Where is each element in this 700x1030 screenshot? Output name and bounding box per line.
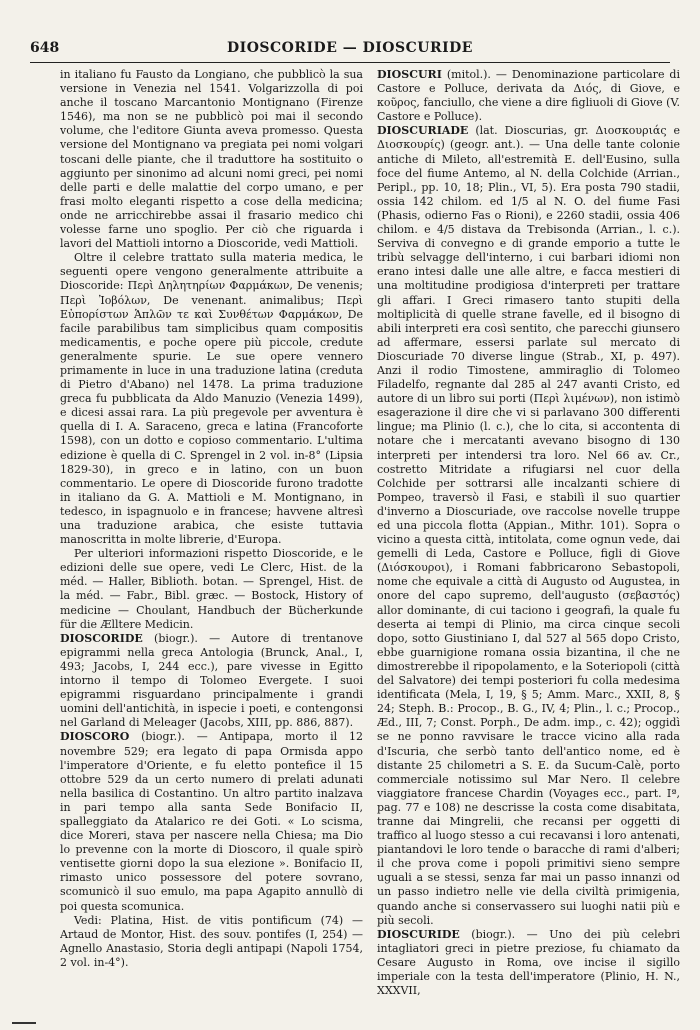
paragraph: Oltre il celebre trattato sulla materia medica, le seguenti opere vengono generalmente attribuite a Dioscoride: Περὶ Δηλητηρίων Φαρμάκων, De venenis; Περὶ Ἰοβόλων, De venenant. animalibus; Περὶ Εὐπορίστων Ἁπλῶν τε καὶ Συνθέτων Φαρμάκων, De facile parabilibus tam simplicibus quam compositis medicamentis, e poche opere più piccole, credute generalmente spurie. Le sue opere vennero primamente in luce in una traduzione latina (creduta di Pietro d'Abano) nel 1478. La prima traduzione greca fu pubblicata da Aldo Manuzio (Venezia 1499), e dicesi assai rara. La più pregevole per avventura è quella di I. A. Saraceno, greca e latina (Francoforte 1598), con un dotto e copioso commentario. L'ultima edizione è quella di C. Sprengel in 2 vol. in-8° (Lipsia 1829-30), in greco e in latino, con un buon commentario. Le opere di Dioscoride furono tradotte in italiano da G. A. Mattioli e M. Montignano, in tedesco, in ispagnuolo e in francese; havvene altresì una traduzione arabica, che esiste tuttavia manoscritta in molte librerie, d'Europa.	[60, 251, 363, 547]
dictionary-entry	[60, 730, 363, 913]
text-columns	[60, 68, 680, 1008]
paragraph: Per ulteriori informazioni rispetto Dioscoride, e le edizioni delle sue opere, vedi Le Clerc, Hist. de la méd. — Haller, Biblioth. botan. — Sprengel, Hist. de la méd. — Fabr., Bibl. græc. — Bostock, History of medicine — Choulant, Handbuch der Bücherkunde für die Ælltere Medicin.	[60, 547, 363, 631]
dictionary-entry	[377, 68, 680, 124]
entry-headword: DIOSCURI	[377, 68, 442, 81]
entry-headword: DIOSCORO	[60, 730, 130, 744]
entry-body: (biogr.). — Antipapa, morto il 12 novembre 529; era legato di papa Ormisda appo l'imperatore d'Oriente, e fu eletto pontefice il 15 ottobre 529 da un certo numero di prelati adunati nella basilica di Costantino. Un altro partito inalzava in pari tempo alla santa Sede Bonifacio II, spalleggiato da Atalarico re dei Goti. « Lo scisma, dice Moreri, stava per nascere nella Chiesa; ma Dio lo prevenne con la morte di Dioscoro, il quale spirò ventisette giorni dopo la sua elezione ». Bonifacio II, rimasto unico possessore del potere sovrano, scomunicò il suo emulo, ma papa Agapito annullò di poi questa scomunica.	[60, 730, 363, 913]
entry-headword: DIOSCURIDE	[377, 927, 460, 941]
paragraph: Vedi: Platina, Hist. de vitis pontificum (74) — Artaud de Montor, Hist. des souv. pontifes (I, 254) — Agnello Anastasio, Storia degli antipapi (Napoli 1754, 2 vol. in-4°).	[60, 913, 363, 969]
running-head: DIOSCORIDE — DIOSCURIDE	[227, 40, 473, 56]
entry-body: (mitol.). — Denominazione particolare di Castore e Polluce, derivata da Διός, di Giove, e κοῦρος, fanciullo, che viene a dire figliuoli di Giove (V. Castore e Polluce).	[377, 68, 680, 124]
page-header	[30, 40, 670, 62]
margin-mark	[12, 1022, 36, 1024]
entry-headword: DIOSCORIDE	[60, 631, 143, 645]
entry-body: (biogr.). — Uno dei più celebri intagliatori greci in pietre preziose, fu chiamato da Cesare Augusto in Roma, ove incise il sigillo imperiale con la testa dell'imperatore (Plinio, H. N., XXXVII,	[377, 927, 680, 998]
dictionary-entry	[377, 124, 680, 927]
dictionary-entry	[60, 632, 363, 731]
right-column	[377, 68, 680, 1008]
dictionary-entry	[377, 928, 680, 998]
paragraph: in italiano fu Fausto da Longiano, che pubblicò la sua versione in Venezia nel 1541. Volgarizzolla di poi anche il toscano Marcantonio Montignano (Firenze 1546), ma non se ne pubblicò poi mai il secondo volume, che l'editore Giunta aveva promesso. Questa versione del Montignano va pregiata pei nomi volgari toscani delle piante, che il traduttore ha sostituito o aggiunto per sinonimo ad alcuni nomi greci, pei nomi delle parti e delle malattie del corpo umano, e per frasi molto eleganti rispetto a cose della medicina; onde ne arricchirebbe assai il frasario medico chi volesse farne uno spoglio. Per ciò che riguarda i lavori del Mattioli intorno a Dioscoride, vedi Mattioli.	[60, 68, 363, 251]
left-column	[60, 68, 363, 1008]
page-number: 648	[30, 40, 60, 56]
entry-body: (lat. Dioscurias, gr. Διοσκουριάς e Διοσκουρίς) (geogr. ant.). — Una delle tante colonie antiche di Mileto, all'estremità E. dell'Eusino, sulla foce del fiume Antemo, al N. della Colchide (Arrian., Peripl., pp. 10, 18; Plin., VI, 5). Era posta 790 stadii, ossia 142 chilom. ed 1/5 al N. O. del fiume Fasi (Phasis, odierno Fas o Rioni), e 2260 stadii, ossia 406 chilom. e 4/5 distava da Trebisonda (Arrian., l. c.). Serviva di convegno e di grande emporio a tutte le tribù selvagge dell'interno, i cui barbari idiomi non erano intesi dalle une alle altre, e facca mestieri di una moltitudine prodigiosa d'interpreti per trattare gli affari. I Greci rimasero tanto stupiti della moltiplicità di quelle strane favelle, ed il bisogno di abili interpreti era così sentito, che parecchi giunsero ad affermare, essersi parlate sul mercato di Dioscuriade 70 diverse lingue (Strab., XI, p. 497). Anzi il rodio Timostene, ammiraglio di Tolomeo Filadelfo, regnante dal 285 al 247 avanti Cristo, ed autore di un libro sui porti (Περὶ λιμένων), non istimò esagerazione il dire che vi si parlavano 300 differenti lingue; ma Plinio (l. c.), che lo cita, si accontenta di notare che i mercatanti avevano bisogno di 130 interpreti per intendersi tra loro. Nel 66 av. Cr., costretto Mitridate a rifugiarsi nel cuor della Colchide per sottrarsi alle incalzanti schiere di Pompeo, traversò il Fasi, e stabilì il suo quartier d'inverno a Dioscuriade, ove raccolse novelle truppe ed una piccola flotta (Appian., Mithr. 101). Sopra o vicino a questa città, intitolata, come ognun vede, dai gemelli di Leda, Castore e Polluce, figli di Giove (Διόσκουροι), i Romani fabbricarono Sebastopoli, nome che equivale a città di Augusto od Augustea, in onore del capo supremo, dell'augusto (σεβαστός) allor dominante, di cui taciono i geografi, la quale fu deserta ai tempi di Plinio, ma circa cinque secoli dopo, sotto Giustiniano I, dal 527 al 565 dopo Cristo, ebbe guarnigione romana ossia bizantina, il che ne dimostrerebbe il ripopolamento, e la Soteriopoli (città del Salvatore) dei tempi posteriori fu colla medesima identificata (Mela, I, 19, § 5; Amm. Marc., XXII, 8, § 24; Steph. B.: Procop., B. G., IV, 4; Plin., l. c.; Procop., Æd., III, 7; Const. Porph., De adm. imp., c. 42); oggidì se ne ponno ravvisare le tracce vicino alla rada d'Iscuria, che serbò tanto dell'antico nome, ed è distante 25 chilometri a S. E. da Sucum-Calè, porto commerciale notissimo sul Mar Nero. Il celebre viaggiatore francese Chardin (Voyages ecc., part. Iª, pag. 77 e 108) ne descrisse la costa come disabitata, tranne dai Mingrelii, che recansi per oggetti di traffico al luogo stesso a cui recavansi i loro antenati, piantandovi le loro tende o baracche di rami d'alberi; il che prova come i popoli primitivi sieno sempre uguali a se stessi, senza far mai un passo innanzi od un passo indietro nelle vie della civiltà primigenia, quando anche si conservassero sui luoghi natii più e più secoli.	[377, 124, 680, 927]
entry-headword: DIOSCURIADE	[377, 124, 469, 138]
entry-body: (biogr.). — Autore di trentanove epigrammi nella greca Antologia (Brunck, Anal., I, 493; Jacobs, I, 244 ecc.), pare vivesse in Egitto intorno il tempo di Tolomeo Evergete. I suoi epigrammi risguardano principalmente i grandi uomini dell'antichità, in ispecie i poeti, e contengonsi nel Garland di Meleager (Jacobs, XIII, pp. 886, 887).	[60, 631, 363, 730]
header-rule	[30, 62, 670, 63]
